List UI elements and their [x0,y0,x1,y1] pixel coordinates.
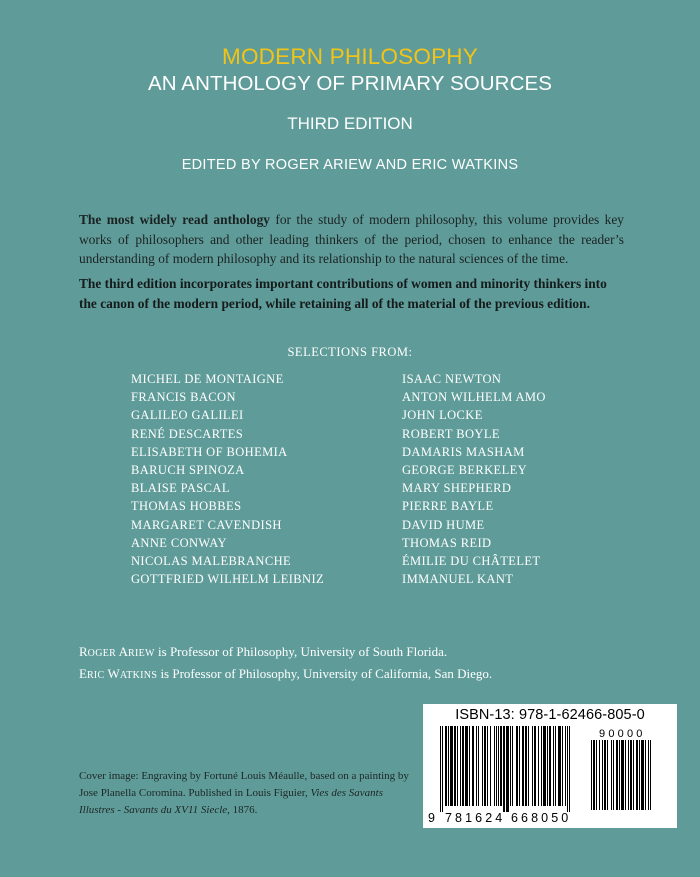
barcode-bar [498,726,499,806]
barcode-bar [465,726,468,806]
barcode-bar [547,726,548,806]
barcode-bar [469,726,470,806]
ean13-barcode-bars [440,726,584,812]
barcode-bar [593,740,595,810]
philosopher-name: ISAAC NEWTON [402,372,502,386]
barcode-bar [534,726,536,806]
barcode-bar [602,740,603,810]
barcode-bar [450,726,453,806]
barcode-bar [616,740,618,810]
barcode-bar [567,726,568,812]
philosopher-name: RENÉ DESCARTES [131,426,244,441]
cover-image-credit: Cover image: Engraving by Fortuné Louis Méaulle, based on a painting by Jose Planella Coromina. Published in Louis Figuier, Vies des Savants Illustres - Savants du XV11 Siecle, 1876. [79,770,409,816]
book-subtitle: AN ANTHOLOGY OF PRIMARY SOURCES [147,72,553,95]
barcode-bar [462,726,464,806]
barcode-bar [457,726,458,806]
philosopher-name: ANNE CONWAY [131,535,227,550]
barcode-bar [478,726,479,806]
barcode-bar [510,726,511,806]
addon-code: 90000 [599,728,646,740]
barcode-bar [543,726,546,806]
barcode-bar [650,740,651,810]
third-edition-paragraph: The third edition incorporates important contributions of women and minority thinkers into the canon of the modern period, while retaining all of the material of the previous edition. [79,276,607,311]
barcode-bar [636,740,638,810]
barcode-bar [516,726,518,806]
barcode-bar [487,726,488,806]
barcode-bar [525,726,527,806]
addon-barcode-bars [591,740,661,812]
description-rest: for the study of modern philosophy, this volume provides key works of philosophers and other leading thinkers of the period, chosen to enhance the reader’s understanding of modern philosophy and its relationship to the natural sciences of the time. [79,212,624,266]
barcode-bar [648,740,649,810]
barcode-bar [532,726,533,806]
barcode-bar [506,726,509,812]
philosopher-name: MICHEL DE MONTAIGNE [131,372,284,386]
barcode-bar [448,726,449,806]
barcode-bar [512,726,513,806]
barcode-bar [596,740,597,810]
barcode-bar [628,740,629,810]
barcode-bar [549,726,551,806]
book-title: MODERN PHILOSOPHY [222,44,478,69]
barcode-bar [630,740,632,810]
selections-left-column [131,370,324,588]
barcode-bar [641,740,644,810]
barcode-bar [519,726,520,806]
barcode-bar [472,726,474,806]
selections-right-column [402,370,546,588]
philosopher-name: MARY SHEPHERD [402,481,512,496]
isbn-label: ISBN-13: 978-1-62466-805-0 [455,707,645,723]
barcode-bar [645,740,646,810]
philosopher-name: GEORGE BERKELEY [402,462,528,477]
philosopher-name: THOMAS REID [402,535,492,550]
philosopher-name: THOMAS HOBBES [131,499,242,514]
barcode-bar [565,726,566,806]
edition-label: THIRD EDITION [287,114,413,133]
philosopher-name: DAMARIS MASHAM [402,444,525,459]
bio-roger-ariew: ROGER ARIEW is Professor of Philosophy, University of South Florida. [79,644,448,659]
philosopher-name: BARUCH SPINOZA [131,462,245,477]
barcode-bar [621,740,624,810]
barcode-bar [503,726,505,812]
barcode-bar [494,726,495,806]
barcode-bar [442,726,443,812]
philosopher-name: ANTON WILHELM AMO [402,390,546,405]
barcode-bar [440,726,441,812]
barcode-bar [541,726,542,806]
barcode-bar [454,726,456,806]
barcode-bar [522,726,524,806]
philosopher-name: ROBERT BOYLE [402,426,500,441]
barcode-bar [613,740,614,810]
philosopher-name: FRANCIS BACON [131,390,236,405]
barcode-bar [611,740,612,810]
barcode-bar [639,740,640,810]
selections-heading: SELECTIONS FROM: [287,345,413,359]
barcode-bar [591,740,592,810]
philosopher-name: ÉMILIE DU CHÂTELET [402,553,541,568]
barcode-bar [484,726,486,806]
barcode-bar [625,740,626,810]
philosopher-name: NICOLAS MALEBRANCHE [131,553,292,568]
philosopher-name: JOHN LOCKE [402,408,483,423]
barcode-bar [562,726,563,806]
philosopher-name: IMMANUEL KANT [402,572,514,587]
barcode-bar [553,726,554,806]
barcode-bar [599,740,600,810]
philosopher-name: GALILEO GALILEI [131,408,244,423]
barcode-bar [496,726,497,806]
barcode-bar [555,726,556,806]
philosopher-name: BLAISE PASCAL [131,481,230,496]
barcode-bar [558,726,561,806]
barcode-bar [538,726,539,806]
barcode-bar [490,726,491,806]
barcode-bar [445,726,447,806]
philosopher-name: GOTTFRIED WILHELM LEIBNIZ [131,572,325,587]
description-paragraph [79,210,624,269]
bio-eric-watkins: ERIC WATKINS is Professor of Philosophy, University of California, San Diego. [79,666,493,681]
description-lead: The most widely read anthology [79,212,270,227]
philosopher-name: ELISABETH OF BOHEMIA [131,444,288,459]
barcode-bar [569,726,570,812]
barcode-bar [460,726,461,806]
barcode-bar [633,740,634,810]
barcode-bar [482,726,483,806]
barcode-bar [607,740,608,810]
philosopher-name: PIERRE BAYLE [402,499,494,514]
barcode-bar [528,726,529,806]
philosopher-name: MARGARET CAVENDISH [131,517,282,532]
barcode-bar [500,726,502,806]
editors-line: EDITED BY ROGER ARIEW AND ERIC WATKINS [181,157,519,173]
barcode-bar [604,740,606,810]
barcode-bar [619,740,620,810]
barcode-bar [476,726,477,806]
philosopher-name: DAVID HUME [402,517,485,532]
isbn-barcode: ISBN-13: 978-1-62466-805-0 90000 9 781624 668050 [423,704,677,828]
